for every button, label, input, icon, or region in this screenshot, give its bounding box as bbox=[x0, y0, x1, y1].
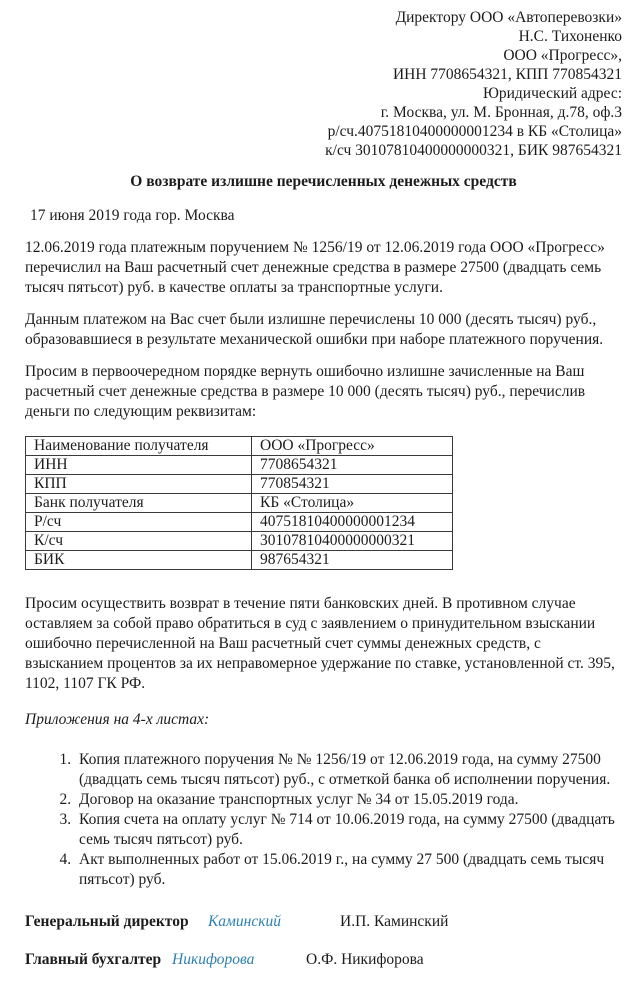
address-line: Н.С. Тихоненко bbox=[518, 28, 622, 45]
table-row bbox=[26, 456, 453, 475]
address-line: Юридический адрес: bbox=[482, 85, 622, 102]
recipient-address-block bbox=[25, 8, 622, 160]
requisite-label: Банк получателя bbox=[26, 494, 252, 513]
signature-role: Генеральный директор bbox=[25, 913, 189, 930]
requisite-value: 7708654321 bbox=[252, 456, 453, 475]
table-row bbox=[26, 551, 453, 570]
table-row bbox=[26, 532, 453, 551]
signature-name: О.Ф. Никифорова bbox=[306, 951, 424, 968]
signature-role: Главный бухгалтер bbox=[25, 951, 162, 968]
attachments-heading: Приложения на 4-х листах: bbox=[25, 711, 210, 728]
requisite-value: 40751810400000001234 bbox=[252, 513, 453, 532]
table-row bbox=[26, 494, 453, 513]
address-line: г. Москва, ул. М. Бронная, д.78, оф.3 bbox=[380, 104, 622, 121]
address-line: р/сч.40751810400000001234 в КБ «Столица» bbox=[327, 123, 622, 140]
table-row bbox=[26, 475, 453, 494]
requisites-table bbox=[25, 436, 453, 570]
attachment-item: 2. Договор на оказание транспортных услуг № 34 от 15.05.2019 года. bbox=[75, 790, 622, 810]
paragraph-excess-transfer: Данным платежом на Вас счет были излишне перечислены 10 000 (десять тысяч) руб., образовавшиеся в результате механической ошибки при наборе платежного поручения. bbox=[25, 311, 604, 348]
signature-autograph: Каминский bbox=[208, 913, 282, 930]
requisite-label: Р/сч bbox=[26, 513, 252, 532]
requisite-label: К/сч bbox=[26, 532, 252, 551]
attachment-item: 1. Копия платежного поручения № № 1256/19 от 12.06.2019 года, на сумму 27500 (двадцать семь тысяч пятьсот) руб., с отметкой банка об исполнении поручения. bbox=[75, 750, 622, 790]
requisite-value: 30107810400000000321 bbox=[252, 532, 453, 551]
requisite-label: БИК bbox=[26, 551, 252, 570]
attachment-item: 3. Копия счета на оплату услуг № 714 от 10.06.2019 года, на сумму 27500 (двадцать семь тысяч пятьсот) руб. bbox=[75, 810, 622, 850]
requisite-label: ИНН bbox=[26, 456, 252, 475]
table-row bbox=[26, 513, 453, 532]
address-line: к/сч 30107810400000000321, БИК 987654321 bbox=[325, 142, 622, 159]
attachment-item: 4. Акт выполненных работ от 15.06.2019 г., на сумму 27 500 (двадцать семь тысяч пятьсот) руб. bbox=[75, 850, 622, 890]
requisite-value: 987654321 bbox=[252, 551, 453, 570]
requisite-label: КПП bbox=[26, 475, 252, 494]
paragraph-return-deadline: Просим осуществить возврат в течение пяти банковских дней. В противном случае оставляем за собой право обратиться в суд с заявлением о принудительном взыскании ошибочно перечисленной на Ваш расчетный счет суммы денежных средств, с взысканием процентов за их неправомерное удержание по ставке, установленной ст. 395, 1102, 1107 ГК РФ. bbox=[25, 595, 615, 692]
table-row bbox=[26, 437, 453, 456]
address-line: ООО «Прогресс», bbox=[503, 47, 622, 64]
date-and-city-line: 17 июня 2019 года гор. Москва bbox=[30, 207, 235, 224]
signature-autograph: Никифорова bbox=[172, 951, 255, 968]
paragraph-payment-info: 12.06.2019 года платежным поручением № 1256/19 от 12.06.2019 года ООО «Прогресс» перечислил на Ваш расчетный счет денежные средства в размере 27500 (двадцать семь тысяч пятьсот) руб. в качестве оплаты за транспортные услуги. bbox=[25, 239, 605, 296]
signature-name: И.П. Каминский bbox=[340, 913, 449, 930]
signature-row-director bbox=[25, 912, 622, 932]
requisite-value: 770854321 bbox=[252, 475, 453, 494]
address-line: ИНН 7708654321, КПП 770854321 bbox=[392, 66, 622, 83]
attachments-list bbox=[25, 750, 622, 890]
requisite-label: Наименование получателя bbox=[26, 437, 252, 456]
signature-row-accountant bbox=[25, 950, 622, 970]
letter-title: О возврате излишне перечисленных денежных средств bbox=[130, 173, 517, 190]
address-line: Директору ООО «Автоперевозки» bbox=[395, 9, 622, 26]
requisite-value: ООО «Прогресс» bbox=[252, 437, 453, 456]
requisite-value: КБ «Столица» bbox=[252, 494, 453, 513]
paragraph-return-request: Просим в первоочередном порядке вернуть ошибочно излишне зачисленные на Ваш расчетный счет денежные средства в размере 10 000 (десять тысяч) руб., перечислив деньги по следующим реквизитам: bbox=[25, 363, 586, 420]
